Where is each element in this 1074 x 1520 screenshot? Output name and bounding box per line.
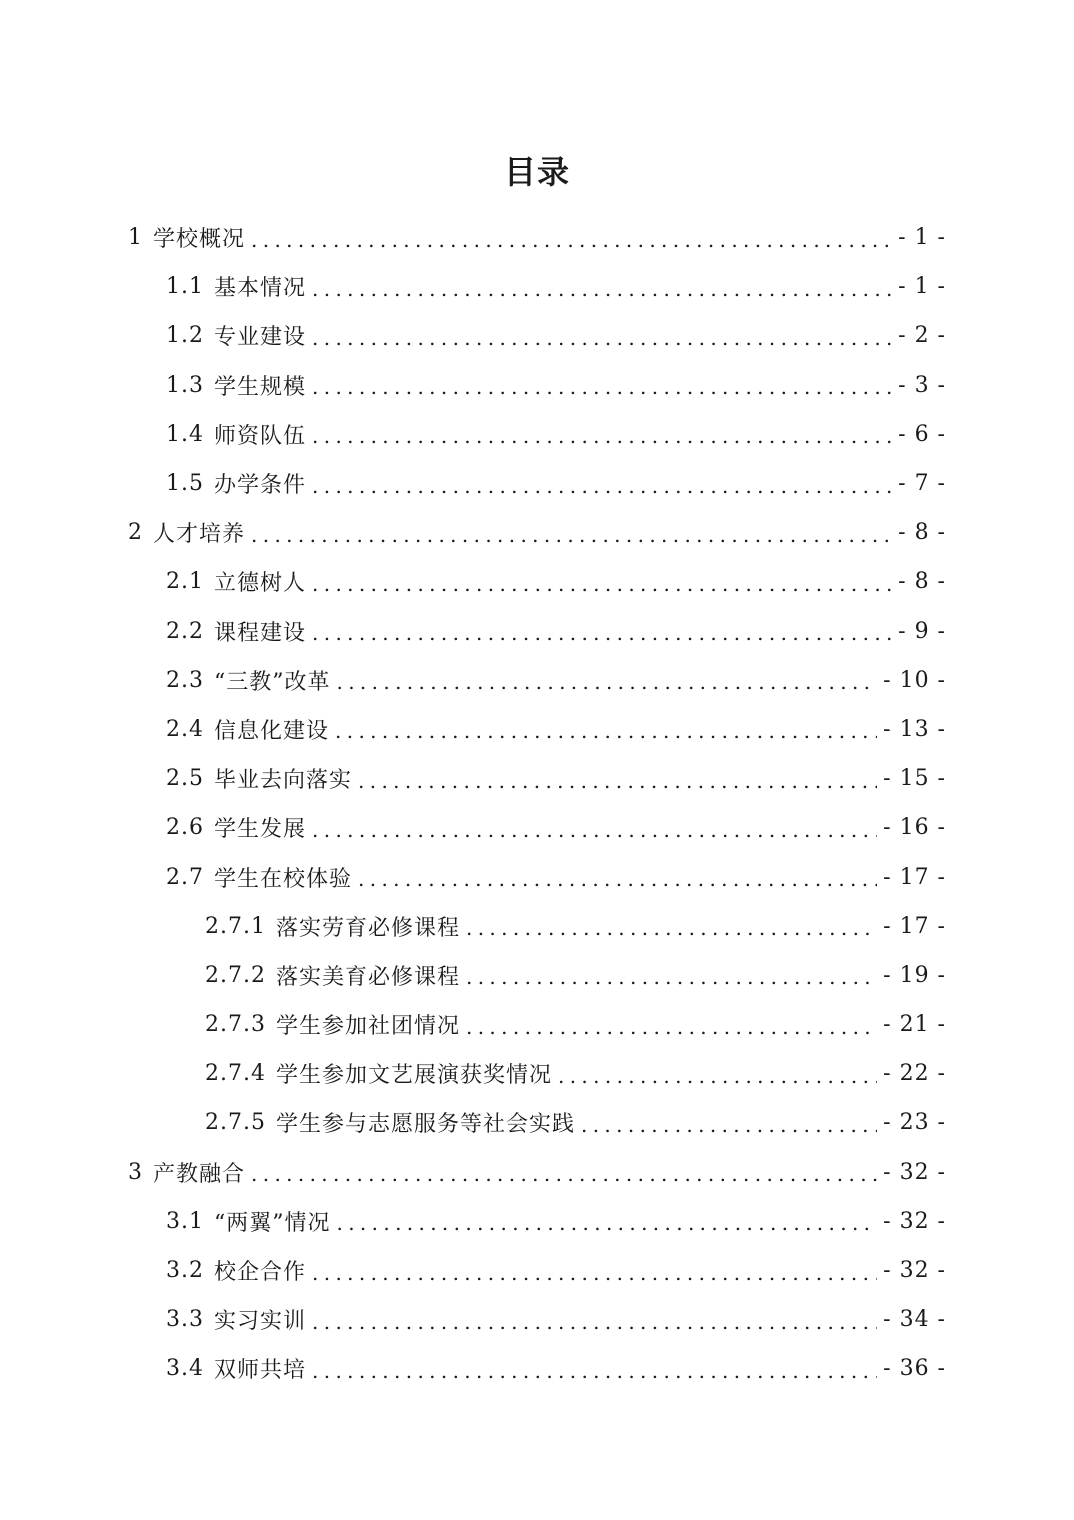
toc-entry-number: 2.2 <box>166 618 204 644</box>
toc-dot-leader <box>337 1211 878 1235</box>
toc-entry-title: 基本情况 <box>214 276 307 302</box>
toc-dot-leader <box>312 1310 877 1334</box>
toc-entry-page-number: - 19 - <box>883 962 946 988</box>
toc-entry[interactable] <box>0 1148 1074 1197</box>
toc-entry-title: 落实劳育必修课程 <box>275 915 460 941</box>
toc-entry-number: 2.7 <box>166 864 204 890</box>
toc-dot-leader <box>466 916 877 940</box>
toc-entry-title: 学校概况 <box>153 227 246 253</box>
toc-entry-number: 2.1 <box>166 569 204 595</box>
toc-entry-title: 校企合作 <box>214 1260 307 1286</box>
toc-entry-page-number: - 21 - <box>883 1012 946 1038</box>
toc-entry-page-number: - 3 - <box>898 372 946 398</box>
toc-entry-number: 3 <box>128 1159 143 1185</box>
toc-entry-page-number: - 23 - <box>883 1110 946 1136</box>
toc-dot-leader <box>251 1162 877 1186</box>
toc-dot-leader <box>312 621 892 645</box>
toc-entry-page-number: - 32 - <box>883 1258 946 1284</box>
toc-entry[interactable] <box>0 656 1074 705</box>
toc-entry-page-number: - 2 - <box>898 323 946 349</box>
toc-entry-number: 3.1 <box>166 1208 204 1234</box>
toc-entry-page-number: - 9 - <box>898 618 946 644</box>
toc-entry[interactable] <box>0 1246 1074 1295</box>
toc-entry[interactable] <box>0 1197 1074 1246</box>
toc-entry-page-number: - 36 - <box>883 1356 946 1382</box>
toc-entry-number: 2.7.4 <box>205 1061 266 1087</box>
toc-dot-leader <box>558 1064 877 1088</box>
toc-entry-number: 2.7.5 <box>205 1110 266 1136</box>
toc-entry-page-number: - 8 - <box>898 569 946 595</box>
toc-list <box>0 213 1074 1394</box>
toc-entry-number: 1.5 <box>166 471 204 497</box>
toc-entry-title: 学生参加社团情况 <box>275 1014 460 1040</box>
toc-entry-number: 2.7.1 <box>205 913 266 939</box>
toc-entry-number: 1 <box>128 225 143 251</box>
toc-entry-title: 学生规模 <box>214 374 307 400</box>
toc-entry[interactable] <box>0 557 1074 606</box>
toc-dot-leader <box>337 670 878 694</box>
toc-entry[interactable] <box>0 361 1074 410</box>
toc-entry-title: 办学条件 <box>214 473 307 499</box>
toc-dot-leader <box>312 326 892 350</box>
toc-dot-leader <box>358 867 877 891</box>
toc-dot-leader <box>312 1359 877 1383</box>
toc-entry-number: 2.5 <box>166 766 204 792</box>
toc-title: 目录 <box>503 153 570 191</box>
toc-entry-number: 1.3 <box>166 372 204 398</box>
toc-entry[interactable] <box>0 1344 1074 1393</box>
toc-dot-leader <box>251 523 892 547</box>
toc-entry-page-number: - 6 - <box>898 421 946 447</box>
toc-entry-title: “两翼”情况 <box>214 1210 331 1236</box>
toc-dot-leader <box>251 228 892 252</box>
toc-entry[interactable] <box>0 213 1074 262</box>
toc-dot-leader <box>581 1113 877 1137</box>
toc-entry-page-number: - 22 - <box>883 1061 946 1087</box>
toc-entry-page-number: - 8 - <box>898 520 946 546</box>
toc-entry-number: 3.4 <box>166 1356 204 1382</box>
toc-entry-page-number: - 10 - <box>883 667 946 693</box>
toc-entry-page-number: - 32 - <box>883 1208 946 1234</box>
toc-entry-number: 3.3 <box>166 1307 204 1333</box>
toc-entry[interactable] <box>0 459 1074 508</box>
toc-entry[interactable] <box>0 262 1074 311</box>
toc-dot-leader <box>335 719 877 743</box>
toc-entry[interactable] <box>0 803 1074 852</box>
toc-entry-page-number: - 1 - <box>898 274 946 300</box>
toc-dot-leader <box>358 769 877 793</box>
toc-entry-page-number: - 34 - <box>883 1307 946 1333</box>
toc-entry-title: 双师共培 <box>214 1358 307 1384</box>
toc-entry-title: 学生参加文艺展演获奖情况 <box>275 1063 552 1089</box>
toc-entry[interactable] <box>0 410 1074 459</box>
toc-entry-title: 师资队伍 <box>214 423 307 449</box>
toc-dot-leader <box>312 1261 877 1285</box>
toc-entry-number: 2.6 <box>166 815 204 841</box>
toc-entry-title: 产教融合 <box>153 1161 246 1187</box>
toc-entry-number: 2 <box>128 520 143 546</box>
toc-entry-title: 课程建设 <box>214 620 307 646</box>
toc-entry-title: 信息化建设 <box>214 718 330 744</box>
toc-dot-leader <box>466 965 877 989</box>
toc-entry[interactable] <box>0 754 1074 803</box>
toc-dot-leader <box>466 1015 877 1039</box>
toc-entry-page-number: - 1 - <box>898 225 946 251</box>
toc-entry-number: 3.2 <box>166 1258 204 1284</box>
toc-entry-number: 2.7.2 <box>205 962 266 988</box>
toc-entry-number: 1.1 <box>166 274 204 300</box>
toc-entry[interactable] <box>0 902 1074 951</box>
toc-entry-number: 2.4 <box>166 716 204 742</box>
toc-dot-leader <box>312 375 892 399</box>
toc-entry-title: 实习实训 <box>214 1309 307 1335</box>
toc-dot-leader <box>312 277 892 301</box>
toc-entry-title: 学生发展 <box>214 817 307 843</box>
toc-entry-title: 立德树人 <box>214 571 307 597</box>
toc-entry-number: 1.4 <box>166 421 204 447</box>
toc-entry-number: 2.3 <box>166 667 204 693</box>
toc-entry-title: 人才培养 <box>153 522 246 548</box>
toc-entry-title: 学生在校体验 <box>214 866 353 892</box>
toc-entry-title: 学生参与志愿服务等社会实践 <box>275 1112 575 1138</box>
toc-entry-number: 1.2 <box>166 323 204 349</box>
toc-entry[interactable] <box>0 1098 1074 1147</box>
toc-entry-page-number: - 7 - <box>898 471 946 497</box>
toc-entry-page-number: - 17 - <box>883 864 946 890</box>
toc-entry[interactable] <box>0 705 1074 754</box>
toc-entry-page-number: - 16 - <box>883 815 946 841</box>
toc-entry[interactable] <box>0 607 1074 656</box>
toc-entry-page-number: - 13 - <box>883 716 946 742</box>
toc-dot-leader <box>312 818 877 842</box>
toc-entry-title: 毕业去向落实 <box>214 768 353 794</box>
toc-entry[interactable] <box>0 1295 1074 1344</box>
toc-entry-page-number: - 15 - <box>883 766 946 792</box>
toc-dot-leader <box>312 474 892 498</box>
toc-entry[interactable] <box>0 311 1074 360</box>
toc-entry[interactable] <box>0 852 1074 901</box>
toc-entry-page-number: - 32 - <box>883 1159 946 1185</box>
toc-entry[interactable] <box>0 1049 1074 1098</box>
toc-entry-page-number: - 17 - <box>883 913 946 939</box>
toc-entry-title: 落实美育必修课程 <box>275 964 460 990</box>
toc-entry[interactable] <box>0 508 1074 557</box>
toc-entry-number: 2.7.3 <box>205 1012 266 1038</box>
toc-entry-title: 专业建设 <box>214 325 307 351</box>
toc-dot-leader <box>312 572 892 596</box>
toc-entry[interactable] <box>0 951 1074 1000</box>
toc-entry[interactable] <box>0 1000 1074 1049</box>
toc-entry-title: “三教”改革 <box>214 669 331 695</box>
toc-dot-leader <box>312 424 892 448</box>
